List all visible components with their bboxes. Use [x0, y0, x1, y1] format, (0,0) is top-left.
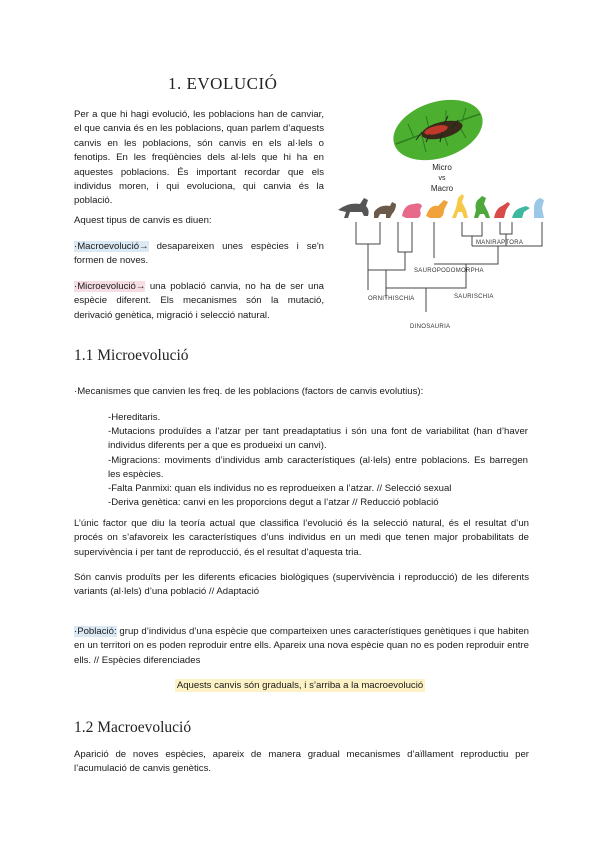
macro-definition — [74, 240, 324, 269]
poblacio-term: ·Població: — [74, 626, 117, 637]
intro-paragraph: Per a que hi hagi evolució, les poblacions han de canviar, el que canvia és en les poblacions, quan parlem d’aquests canvis en les poblacions, són canvis en els al·lels o fenotips. En les freqüències dels al·lels que hi ha en aquestes poblacions. És important recordar que els individus moren, i qui evoluciona, qui canvia és la població. — [74, 109, 324, 207]
gradual-changes-highlight: Aquests canvis són graduals, i s’arriba a la macroevolució — [176, 680, 424, 691]
types-intro: Aquest tipus de canvis es diuen: — [74, 215, 212, 226]
dinosaur-silhouettes — [338, 194, 544, 218]
evolution-figure — [334, 92, 550, 334]
list-item: -Mutacions produïdes a l’atzar per tant preadaptatius i són una font de variabilitat (han d’haver individus diferents per a que es produeixi un canvi). — [108, 426, 528, 452]
natural-selection-paragraph: L’únic factor que diu la teoría actual que classifica l’evolució és la selecció natural, és el resultat d’un procés on s’afavoreix les característiques d’uns individus en un medi que tenen major probabilitats de supervivència i per tant de reproducció, és el resultat d’aquesta tria. — [74, 518, 529, 558]
label-saurischia: SAURISCHIA — [454, 294, 494, 300]
page-title: 1. EVOLUCIÓ — [168, 74, 278, 93]
label-dinosauria: DINOSAURIA — [410, 324, 451, 330]
micro-term: ·Microevolució→ — [74, 281, 146, 292]
mechanisms-intro: ·Mecanismes que canvien les freq. de les poblacions (factors de canvis evolutius): — [74, 386, 424, 397]
heading-macroevolucio: 1.2 Macroevolució — [74, 719, 192, 736]
mechanisms-list — [108, 411, 528, 510]
macroevolucio-paragraph: Aparició de noves espècies, apareix de manera gradual mecanismes d’aïllament reproductiu per l’acumulació de canvis genètics. — [74, 749, 529, 775]
poblacio-text: grup d’individus d’una espècie que comparteixen unes característiques genètiques i que habiten en un territori on es poden reproduir entre ells. Apareix una nova espècie quan no es poden reproduir entre ells. // Espècies diferenciades — [74, 626, 529, 666]
gradual-changes-note — [0, 680, 600, 691]
micro-text: una població canvia, no ha de ser una espècie diferent. Els mecanismes són la mutació, derivació genètica, migració i selecció natural. — [74, 281, 324, 321]
label-maniraptora: MANIRAPTORA — [476, 240, 524, 246]
label-ornithischia: ORNITHISCHIA — [368, 296, 415, 302]
list-item: -Deriva genètica: canvi en les proporcions degut a l’atzar // Reducció població — [108, 497, 439, 509]
list-item: -Migracions: moviments d’individus amb característiques (al·lels) entre poblacions. Es barregen les espècies. — [108, 454, 528, 480]
adaptation-paragraph: Són canvis produïts per les diferents eficacies biològiques (supervivència i reproducció) de les diferents variants (al·lels) d’una població // Adaptació — [74, 572, 529, 598]
micro-definition — [74, 280, 324, 323]
figure-caption-vs: vs — [438, 175, 446, 182]
heading-microevolucio: 1.1 Microevolució — [74, 347, 189, 364]
figure-caption-micro: Micro — [432, 163, 452, 172]
macro-term: ·Macroevolució→ — [74, 241, 149, 252]
list-item: -Falta Panmixi: quan els individus no es reprodueixen a l’atzar. // Selecció sexual — [108, 483, 452, 495]
list-item: -Hereditaris. — [108, 412, 161, 423]
macro-text: desapareixen unes espècies i se'n formen de noves. — [74, 241, 324, 267]
label-sauropodomorpha: SAUROPODOMORPHA — [414, 268, 484, 274]
figure-caption-macro: Macro — [430, 184, 454, 193]
poblacio-definition — [74, 625, 529, 668]
